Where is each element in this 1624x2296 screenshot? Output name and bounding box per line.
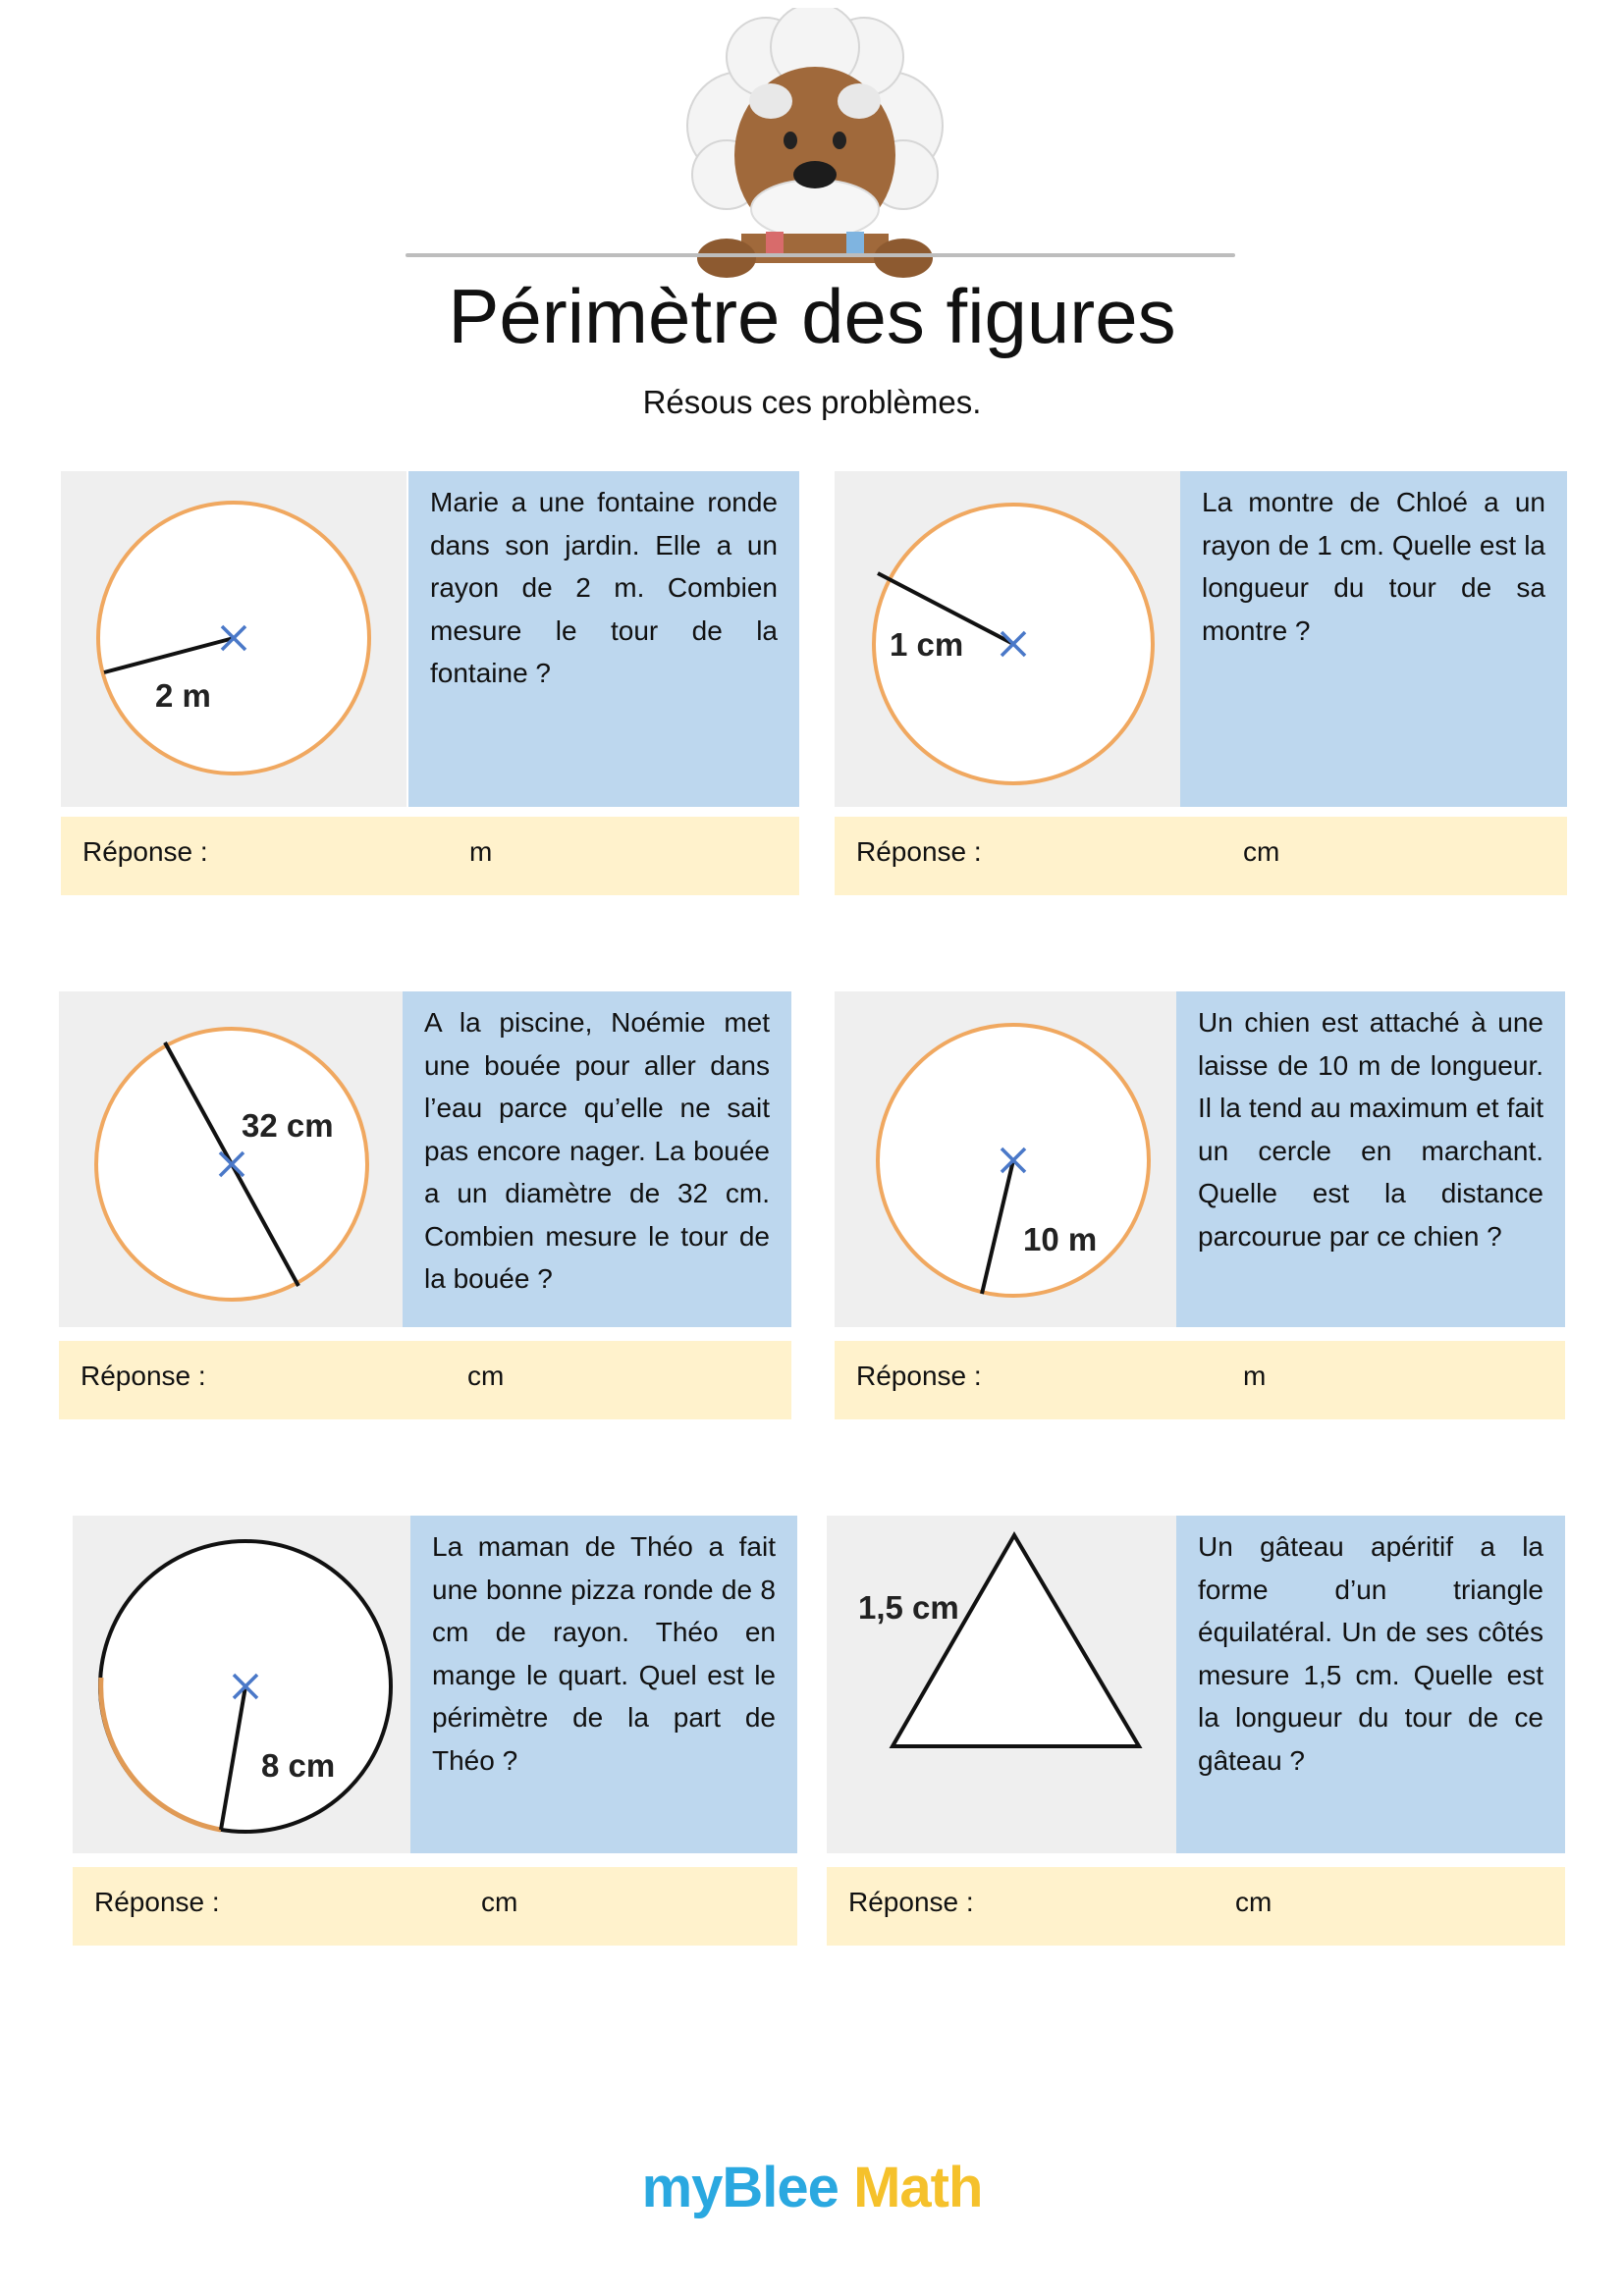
answer-box-4[interactable]	[835, 1341, 1565, 1419]
answer-unit: cm	[467, 1361, 505, 1391]
answer-label: Réponse :	[94, 1887, 220, 1917]
problem-card-1	[61, 471, 799, 895]
figure-label: 32 cm	[242, 1107, 334, 1144]
answer-label: Réponse :	[81, 1361, 206, 1391]
problem-text-2: La montre de Chloé a un rayon de 1 cm. Quelle est la longueur du tour de sa montre ?	[1180, 471, 1567, 807]
figure-label: 2 m	[155, 677, 211, 714]
answer-label: Réponse :	[848, 1887, 974, 1917]
mascot-illustration	[648, 8, 982, 283]
problem-figure-2	[835, 471, 1180, 807]
triangle-shape	[893, 1535, 1139, 1746]
problem-card-2	[835, 471, 1567, 895]
answer-box-2[interactable]	[835, 817, 1567, 895]
problem-text-3: A la piscine, Noémie met une bouée pour aller dans l’eau parce qu’elle ne sait pas encore nager. La bouée a un diamètre de 32 cm. Combien mesure le tour de la bouée ?	[403, 991, 791, 1327]
answer-label: Réponse :	[82, 836, 208, 867]
answer-unit: cm	[1235, 1887, 1272, 1917]
header-rule	[406, 253, 1235, 257]
figure-label: 10 m	[1023, 1221, 1098, 1257]
answer-unit: m	[469, 836, 493, 867]
answer-label: Réponse :	[856, 836, 982, 867]
answer-box-3[interactable]	[59, 1341, 791, 1419]
problem-text-1: Marie a une fontaine ronde dans son jardin. Elle a un rayon de 2 m. Combien mesure le tour de la fontaine ?	[408, 471, 799, 807]
answer-box-5[interactable]	[73, 1867, 797, 1946]
problem-card-5	[73, 1516, 797, 1946]
problem-card-6	[827, 1516, 1565, 1946]
page-subtitle: Résous ces problèmes.	[642, 384, 982, 420]
problem-figure-3	[59, 991, 403, 1327]
problem-text-6: Un gâteau apéritif a la forme d’un triangle équilatéral. Un de ses côtés mesure 1,5 cm. Quelle est la longueur du tour de ce gâteau ?	[1176, 1516, 1565, 1853]
answer-unit: cm	[481, 1887, 518, 1917]
answer-label: Réponse :	[856, 1361, 982, 1391]
myblee-math-logo: myBlee Math	[641, 2156, 983, 2219]
answer-box-6[interactable]	[827, 1867, 1565, 1946]
figure-label: 1,5 cm	[858, 1589, 959, 1626]
problem-figure-5	[73, 1516, 410, 1853]
answer-unit: cm	[1243, 836, 1280, 867]
figure-label: 1 cm	[890, 626, 964, 663]
problem-card-4	[835, 991, 1565, 1419]
problem-text-4: Un chien est attaché à une laisse de 10 m de longueur. Il la tend au maximum et fait un cercle en marchant. Quelle est la distance parcourue par ce chien ?	[1176, 991, 1565, 1327]
problem-card-3	[59, 991, 791, 1419]
page-title: Périmètre des figures	[448, 273, 1176, 359]
problem-figure-6	[827, 1516, 1176, 1853]
problem-figure-1	[61, 471, 406, 807]
answer-box-1[interactable]	[61, 817, 799, 895]
answer-unit: m	[1243, 1361, 1267, 1391]
problem-text-5: La maman de Théo a fait une bonne pizza ronde de 8 cm de rayon. Théo en mange le quart. Quel est le périmètre de la part de Théo ?	[410, 1516, 797, 1853]
figure-label: 8 cm	[261, 1747, 336, 1784]
problem-figure-4	[835, 991, 1178, 1327]
